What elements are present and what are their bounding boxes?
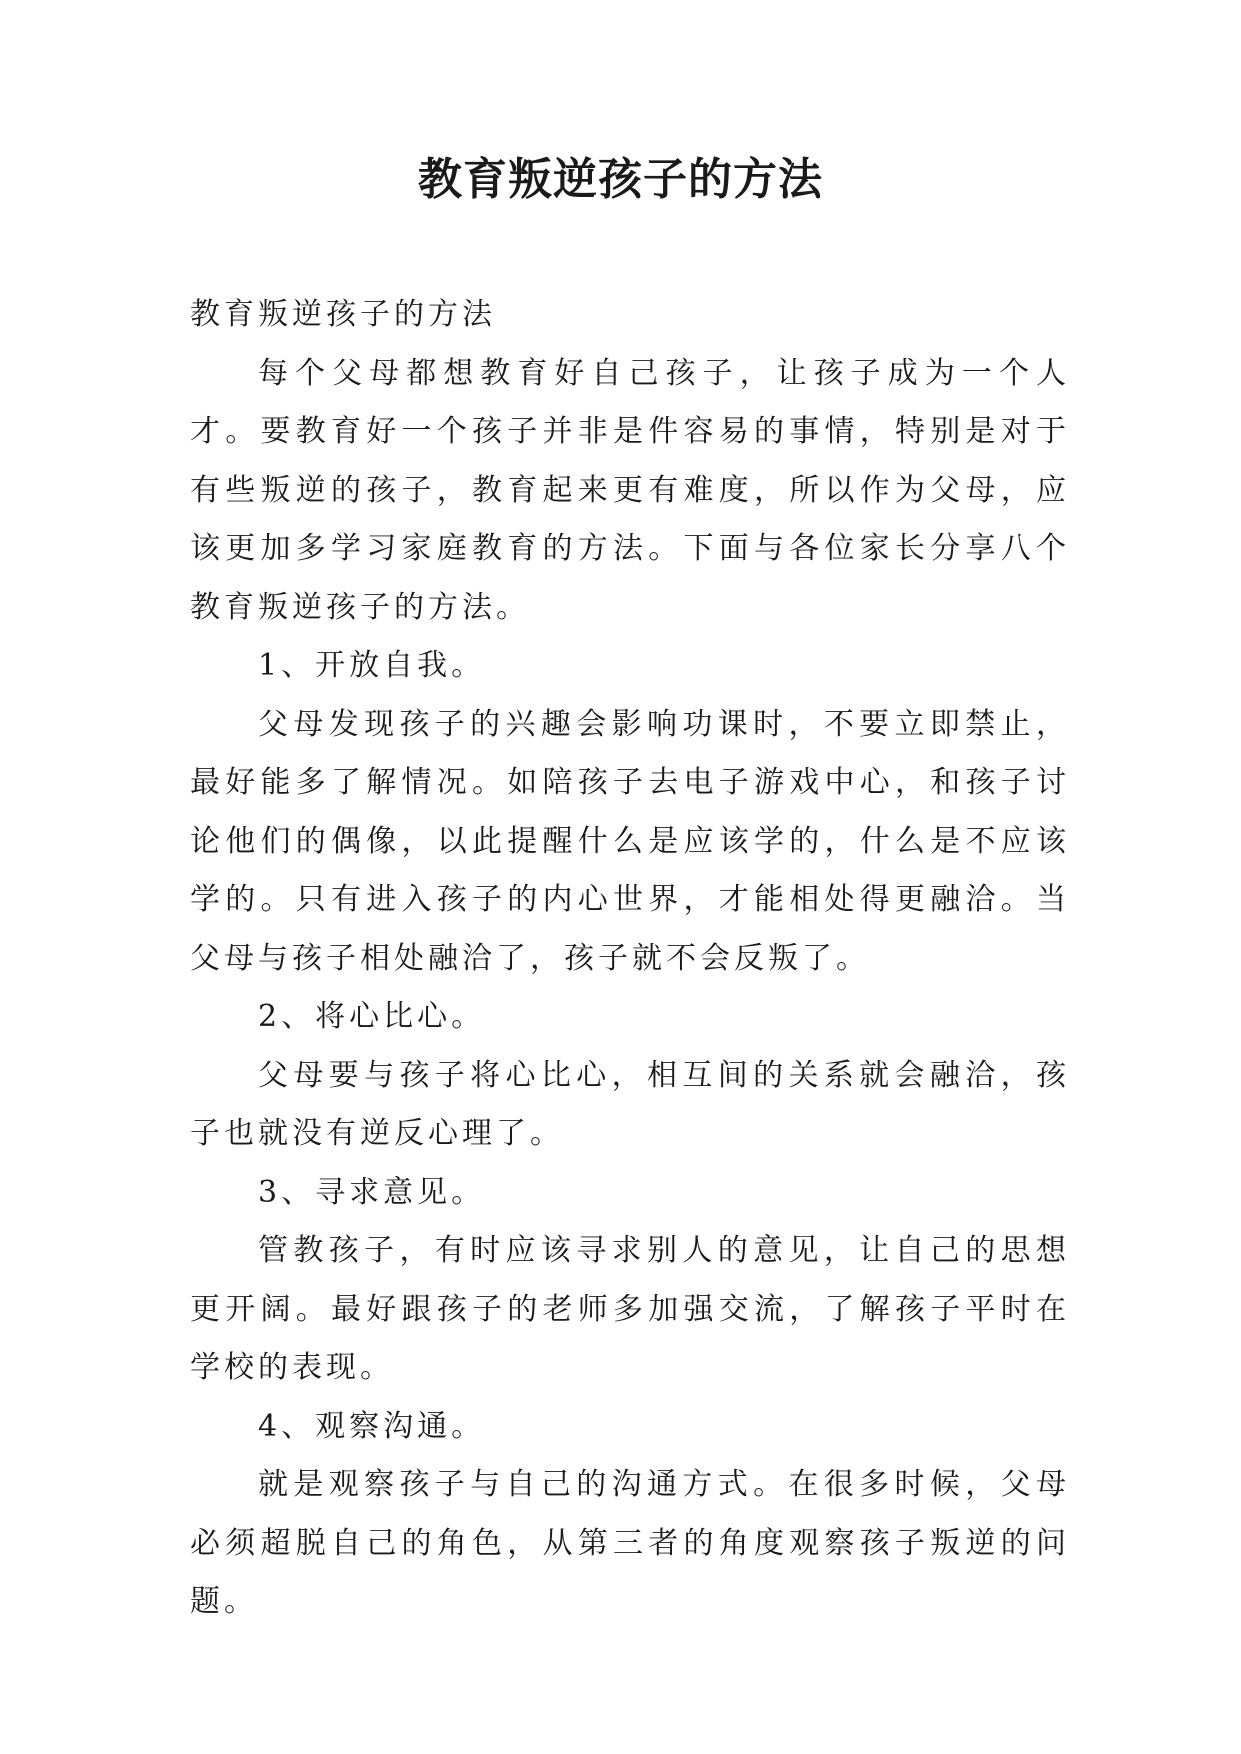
section-heading-4: 4、观察沟通。 [258,1408,486,1444]
section-paragraph-4: 就是观察孩子与自己的沟通方式。在很多时候，父母必须超脱自己的角色，从第三者的角度观察孩子叛逆的问题。 [190,1467,1070,1619]
section-heading-1: 1、开放自我。 [258,648,486,683]
section-heading-3: 3、寻求意见。 [258,1174,486,1210]
intro-paragraph: 每个父母都想教育好自己孩子，让孩子成为一个人才。要教育好一个孩子并非是件容易的事情，特别是对于有些叛逆的孩子，教育起来更有难度，所以作为父母，应该更加多学习家庭教育的方法。下面与各位家长分享八个教育叛逆孩子的方法。 [190,355,1070,625]
section-paragraph-1: 父母发现孩子的兴趣会影响功课时，不要立即禁止，最好能多了解情况。如陪孩子去电子游戏中心，和孩子讨论他们的偶像，以此提醒什么是应该学的，什么是不应该学的。只有进入孩子的内心世界，才能相处得更融洽。当父母与孩子相处融洽了，孩子就不会反叛了。 [190,706,1070,976]
document-title: 教育叛逆孩子的方法 [418,154,823,205]
section-paragraph-2: 父母要与孩子将心比心，相互间的关系就会融洽，孩子也就没有逆反心理了。 [190,1057,1070,1151]
subtitle-paragraph: 教育叛逆孩子的方法 [190,297,496,332]
document-body [190,286,1070,1632]
section-heading-2: 2、将心比心。 [258,999,486,1034]
section-paragraph-3: 管教孩子，有时应该寻求别人的意见，让自己的思想更开阔。最好跟孩子的老师多加强交流，了解孩子平时在学校的表现。 [190,1233,1070,1385]
